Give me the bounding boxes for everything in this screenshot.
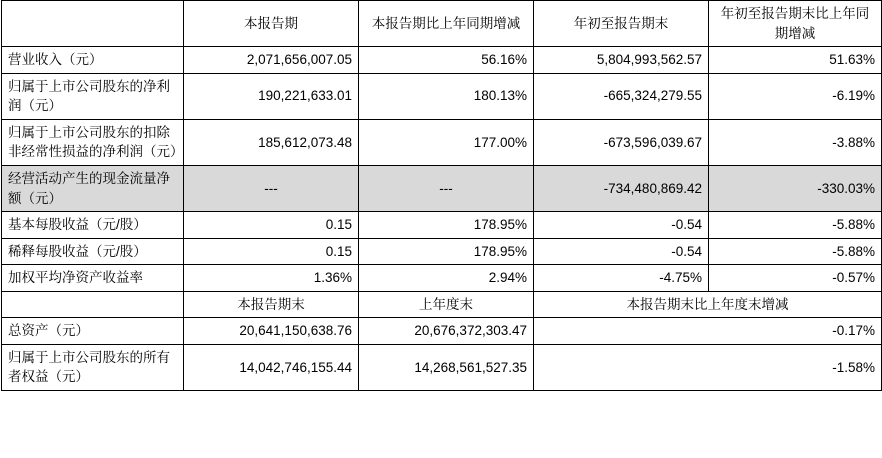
table-row bbox=[2, 119, 882, 165]
financial-summary-table bbox=[1, 0, 882, 391]
cell-operating-cash-flow-ytd-yoy: -330.03% bbox=[709, 165, 882, 211]
row-label-equity: 归属于上市公司股东的所有者权益（元） bbox=[2, 344, 184, 390]
row-label-revenue: 营业收入（元） bbox=[2, 47, 184, 74]
second-header-cell-prior-year-end: 上年度末 bbox=[359, 291, 534, 318]
table-row bbox=[2, 265, 882, 292]
cell-operating-cash-flow-current: --- bbox=[184, 165, 359, 211]
cell-net-profit-deducted-ytd-yoy: -3.88% bbox=[709, 119, 882, 165]
cell-diluted-eps-ytd-yoy: -5.88% bbox=[709, 238, 882, 265]
row-label-diluted-eps: 稀释每股收益（元/股） bbox=[2, 238, 184, 265]
cell-equity-period-end: 14,042,746,155.44 bbox=[184, 344, 359, 390]
cell-revenue-current: 2,071,656,007.05 bbox=[184, 47, 359, 74]
cell-basic-eps-ytd: -0.54 bbox=[534, 212, 709, 239]
cell-weighted-roe-current-yoy: 2.94% bbox=[359, 265, 534, 292]
row-label-net-profit-deducted: 归属于上市公司股东的扣除非经常性损益的净利润（元） bbox=[2, 119, 184, 165]
cell-weighted-roe-current: 1.36% bbox=[184, 265, 359, 292]
cell-equity-prior-year-end: 14,268,561,527.35 bbox=[359, 344, 534, 390]
cell-revenue-ytd-yoy: 51.63% bbox=[709, 47, 882, 74]
table-row bbox=[2, 344, 882, 390]
cell-net-profit-deducted-current: 185,612,073.48 bbox=[184, 119, 359, 165]
header-cell-current-period-yoy: 本报告期比上年同期增减 bbox=[359, 1, 534, 47]
cell-diluted-eps-current: 0.15 bbox=[184, 238, 359, 265]
cell-basic-eps-current-yoy: 178.95% bbox=[359, 212, 534, 239]
table-row bbox=[2, 47, 882, 74]
table-row bbox=[2, 73, 882, 119]
row-label-weighted-roe: 加权平均净资产收益率 bbox=[2, 265, 184, 292]
header-cell-ytd-yoy: 年初至报告期末比上年同期增减 bbox=[709, 1, 882, 47]
table-row bbox=[2, 165, 882, 211]
cell-revenue-current-yoy: 56.16% bbox=[359, 47, 534, 74]
second-header-cell-change: 本报告期末比上年度末增减 bbox=[534, 291, 882, 318]
header-cell-blank bbox=[2, 1, 184, 47]
row-label-operating-cash-flow: 经营活动产生的现金流量净额（元） bbox=[2, 165, 184, 211]
cell-basic-eps-current: 0.15 bbox=[184, 212, 359, 239]
table-row bbox=[2, 212, 882, 239]
table-header-row bbox=[2, 1, 882, 47]
header-cell-current-period: 本报告期 bbox=[184, 1, 359, 47]
cell-net-profit-ytd-yoy: -6.19% bbox=[709, 73, 882, 119]
cell-net-profit-ytd: -665,324,279.55 bbox=[534, 73, 709, 119]
table-row bbox=[2, 318, 882, 345]
cell-operating-cash-flow-ytd: -734,480,869.42 bbox=[534, 165, 709, 211]
cell-diluted-eps-ytd: -0.54 bbox=[534, 238, 709, 265]
row-label-basic-eps: 基本每股收益（元/股） bbox=[2, 212, 184, 239]
cell-diluted-eps-current-yoy: 178.95% bbox=[359, 238, 534, 265]
cell-net-profit-current: 190,221,633.01 bbox=[184, 73, 359, 119]
table-second-header-row bbox=[2, 291, 882, 318]
cell-net-profit-deducted-current-yoy: 177.00% bbox=[359, 119, 534, 165]
cell-net-profit-current-yoy: 180.13% bbox=[359, 73, 534, 119]
header-cell-ytd: 年初至报告期末 bbox=[534, 1, 709, 47]
cell-weighted-roe-ytd-yoy: -0.57% bbox=[709, 265, 882, 292]
table-row bbox=[2, 238, 882, 265]
cell-total-assets-period-end: 20,641,150,638.76 bbox=[184, 318, 359, 345]
cell-total-assets-prior-year-end: 20,676,372,303.47 bbox=[359, 318, 534, 345]
row-label-total-assets: 总资产（元） bbox=[2, 318, 184, 345]
cell-operating-cash-flow-current-yoy: --- bbox=[359, 165, 534, 211]
second-header-cell-blank bbox=[2, 291, 184, 318]
second-header-cell-period-end: 本报告期末 bbox=[184, 291, 359, 318]
cell-net-profit-deducted-ytd: -673,596,039.67 bbox=[534, 119, 709, 165]
cell-revenue-ytd: 5,804,993,562.57 bbox=[534, 47, 709, 74]
cell-total-assets-change: -0.17% bbox=[534, 318, 882, 345]
row-label-net-profit: 归属于上市公司股东的净利润（元） bbox=[2, 73, 184, 119]
cell-basic-eps-ytd-yoy: -5.88% bbox=[709, 212, 882, 239]
cell-weighted-roe-ytd: -4.75% bbox=[534, 265, 709, 292]
cell-equity-change: -1.58% bbox=[534, 344, 882, 390]
